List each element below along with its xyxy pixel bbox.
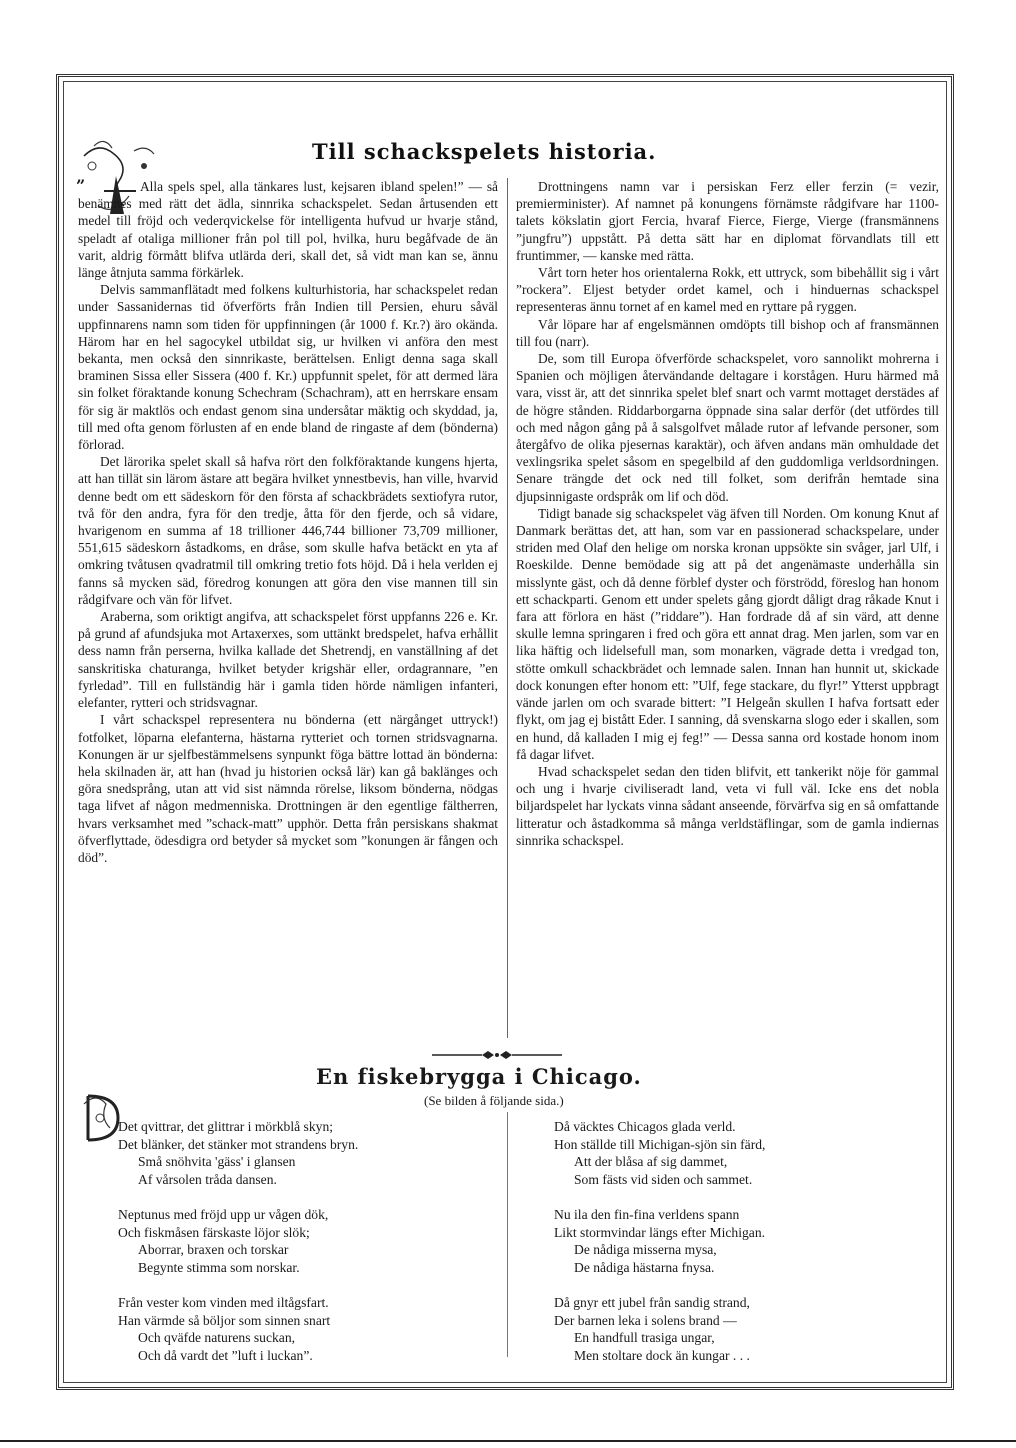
article-right-column <box>516 178 939 849</box>
stanza <box>554 1294 934 1364</box>
paragraph: De, som till Europa öfverförde schackspelet, voro sannolikt mohrerna i Spanien och möjligen återvändande deltagare i korstågen. Huru härmed må vara, visst är, att det sinnrika spelet blef snart och varmt mottaget derstädes af de högre stånden. Riddarborgarna öppnade sina salar derför (det utfördes till och med någon gång på å salsgolfvet målade rutor af lefvande personer, som återgåfvo de olika pjesernas karaktär), och äfven andans män omhuldade det vexlingsrika spelet såsom en spegelbild af den guddomliga verldsordningen. Senare trängde det ock ned till folket, som derifrån hemtade sina djupsinnigaste ordspråk om lif och död. <box>516 351 939 504</box>
poem-line: En handfull trasiga ungar, <box>574 1330 715 1346</box>
bottom-rule <box>0 1440 1016 1442</box>
poem-subtitle: (Se bilden å följande sida.) <box>424 1093 564 1108</box>
poem-left-column <box>118 1118 498 1382</box>
poem-line: Hon ställde till Michigan-sjön sin färd, <box>554 1136 766 1152</box>
paragraph: Vår löpare har af engelsmännen omdöpts till bishop och af fransmännen till fou (narr). <box>516 316 939 349</box>
poem-line: Aborrar, braxen och torskar <box>138 1242 289 1258</box>
poem-line: Nu ila den fin-fina verldens spann <box>554 1206 740 1222</box>
paragraph: Hvad schackspelet sedan den tiden blifvit, ett tankerikt nöje för gammal och ung i hvarje civiliseradt land, veta vi full väl. Icke ens det nobla biljardspelet har lyckats vinna sådant anseende, förvärfva sig en så omfattande litteratur och åstadkomma så många verldstäflingar, som de gamla indiernas sinnrika schackspel. <box>516 763 939 848</box>
paragraph: Vårt torn heter hos orientalerna Rokk, ett uttryck, som bibehållit sig i vårt ”rockera”. Eljest betyder ordet kamel, och i hinduernas schackspel representeras ännu tornet af en kamel med en ryttare på ryggen. <box>516 265 939 315</box>
poem-line: Och qväfde naturens suckan, <box>138 1330 296 1346</box>
stanza <box>118 1294 498 1364</box>
poem-line: Från vester kom vinden med iltågsfart. <box>118 1294 329 1310</box>
paragraph: I vårt schackspel representera nu bönderna (ett närgånget uttryck!) fotfolket, löparna elefanterna, hästarna rytteriet och tornen stridsvagnarna. Konungen är ur sjelfbestämmelsens synpunkt föga bättre lottad än bönderna: hela skilnaden är, att han (hvad ju historien också lär) kan gå baklänges och göra snedsprång, utan att vid sist nämnda rörelse, liksom bönderna, nödgas taga lifvet af någon medmenniska. Drottningen är den egentlige fältherren, hvars verksamhet med ”schack-matt” upphör. Detta från persiskans shakmat öfverflyttade, ödesdigra ord betyder så mycket som ”konungen är fången och död”. <box>78 712 498 865</box>
stanza <box>118 1118 498 1188</box>
poem-line: Att der blåsa af sig dammet, <box>574 1154 728 1170</box>
stanza <box>118 1206 498 1276</box>
opening-quote: ” <box>76 176 86 195</box>
poem-line: Det blänker, det stänker mot strandens bryn. <box>118 1136 359 1152</box>
poem-line: Likt stormvindar längs efter Michigan. <box>554 1224 766 1240</box>
stanza <box>554 1206 934 1276</box>
paragraph: Det lärorika spelet skall så hafva rört den folkföraktande kungens hjerta, att han tillät sin lärom ästare att begära hvilket ynnestbevis, han ville, hvarvid denne bedt om ett sädeskorn för den första af schackbrädets sextiofyra rutor, två för den andra, fyra för den tredje, åtta för den fjerde, och så vidare, hvarigenom en summa af 18 trillioner 446,744 billioner 73,709 millioner, 551,615 sädeskorn åstadkoms, en dråse, som skulle hafva betäckt en yta af omkring tvåtusen qvadratmil till omkring tretio fots höjd. Då i hela verlden ej fanns så mycken säd, föredrog konungen att göra den vise mannen till sin rådgifvare och vän för lifvet. <box>78 454 498 607</box>
poem-line: Och då vardt det ”luft i luckan”. <box>138 1347 313 1363</box>
poem-line: Men stoltare dock än kungar . . . <box>574 1347 750 1363</box>
poem-line: De nådiga hästarna fnysa. <box>574 1259 715 1275</box>
column-rule <box>507 1112 508 1357</box>
divider-ornament-icon <box>432 1049 562 1061</box>
poem-line: Då gnyr ett jubel från sandig strand, <box>554 1294 750 1310</box>
paragraph: Drottningens namn var i persiskan Ferz eller ferzin (= vezir, premierminister). Af namnet på konungens förnämste rådgifvare har 1100-talets kökslatin gjort Fercia, hvaraf Fierce, Fierge, Vierge (fransmännens ”jungfru”) uppstått. På detta sätt har en diplomat förvandlats till ett fruntimmer, — kanske med rätta. <box>516 179 939 263</box>
paragraph: Tidigt banade sig schackspelet väg äfven till Norden. Om konung Knut af Danmark berättas det, att han, som var en passionerad schackspelare, under striden med Olaf den helige om norska kronan uppsökte sin svåger, jarl Ulf, i Roeskilde. Denne bemödade sig att på det angenämaste underhålla sin misslynte gäst, och då denne förblef dyster och förströdd, föreslog han honom ett schackparti. Genom ett under spelets gång gjordt dåligt drag råkade Knut i fara att förlora en häst (”riddare”). Han fordrade då af sin värd, att denne skulle lemna springaren i fred och göra ett annat drag. Men jarlen, som var en lika häftig och lidelsefull man, som monarken, vägrade detta i vredgad ton, stötte omkull schackbrädet och lemnade salen. Innan han hunnit ut, skickade dock konungen efter honom ett: ”Ulf, fege stackare, du flyr!” Ytterst uppbragt vände jarlen om och svarade bittert: ”I Helgeån skullen I hafva fortsatt eder flykt, om jag ej bistått Eder. I sanning, då svenskarna slogo eder i skallen, som en hund, då kalladen I mig ej feg!” — Dessa sanna ord kostade honom inom få dagar lifvet. <box>516 505 939 762</box>
poem-line: Af vårsolen tråda dansen. <box>138 1171 277 1187</box>
poem-right-column <box>554 1118 934 1382</box>
paragraph: Delvis sammanflätadt med folkens kulturhistoria, har schackspelet redan under Sassanidernas tid öfverförts från Indien till Persien, ehuru såväl uppfinnarens namn som tiden för uppfinningen (år 1000 f. Kr.?) äro okända. Härom har en hel sagocykel utbildat sig, ur hvilken vi anföra den mest bekanta, men också den sinnrikaste, berättelsen. Enligt denna saga skall braminen Sissa eller Sissera (400 f. Kr.) uppfunnit spelet, för att dermed lära sin folket föraktande konung Schechram (Schachram), att en herrskare ensam för sig är maktlös och endast genom sina undersåtar mäktig och skyddad, ja, till med ofta genom förlusten af en ende bland de ringaste af dem (bönderna) förlorad. <box>78 282 498 453</box>
stanza <box>554 1118 934 1188</box>
paragraph: Alla spels spel, alla tänkares lust, kejsaren ibland spelen!” — så benämnes med rätt det ädla, sinnrika schackspelet. Sedan årtusenden ett medel till fröjd och vederqvickelse för intelligenta hufvud ur hvarje stånd, speladt af otaliga millioner från pol till pol, hvilka, huru begåfvade de än varit, aldrig förmått blifva utlärda deri, skall det, så vidt man kan se, ännu länge åtnjuta samma förkärlek. <box>78 179 498 281</box>
poem-line: De nådiga misserna mysa, <box>574 1242 717 1258</box>
poem-line: Begynte stimma som norskar. <box>138 1259 300 1275</box>
poem-line: Och fiskmåsen färskaste löjor slök; <box>118 1224 310 1240</box>
article-left-column <box>78 178 498 866</box>
poem-line: Neptunus med fröjd upp ur vågen dök, <box>118 1206 329 1222</box>
poem-line: Han värmde så böljor som sinnen snart <box>118 1312 331 1328</box>
poem-title: En fiskebrygga i Chicago. <box>316 1064 642 1089</box>
poem-line: Som fästs vid siden och sammet. <box>574 1171 753 1187</box>
article-title: Till schackspelets historia. <box>312 139 657 164</box>
poem-line: Då väcktes Chicagos glada verld. <box>554 1119 736 1134</box>
poem-line: Det qvittrar, det glittrar i mörkblå skyn; <box>118 1119 334 1134</box>
poem-line: Der barnen leka i solens brand — <box>554 1312 737 1328</box>
paragraph: Araberna, som oriktigt angifva, att schackspelet först uppfanns 226 e. Kr. på grund af afundsjuka mot Artaxerxes, som uttänkt bredspelet, hafva erhållit dess namn från perserna, hvilka kallade det Shetrendj, en vanställning af det sanskritiska chaturanga, hvilket betyder krigshär eller, ordagrannare, ”en fyrledad”. Till en fullständig här i gamla tiden hörde nämligen infanteri, elefanter, rytteri och stridsvagnar. <box>78 609 498 711</box>
poem-line: Små snöhvita 'gäss' i glansen <box>138 1154 296 1170</box>
column-rule <box>507 178 508 1038</box>
